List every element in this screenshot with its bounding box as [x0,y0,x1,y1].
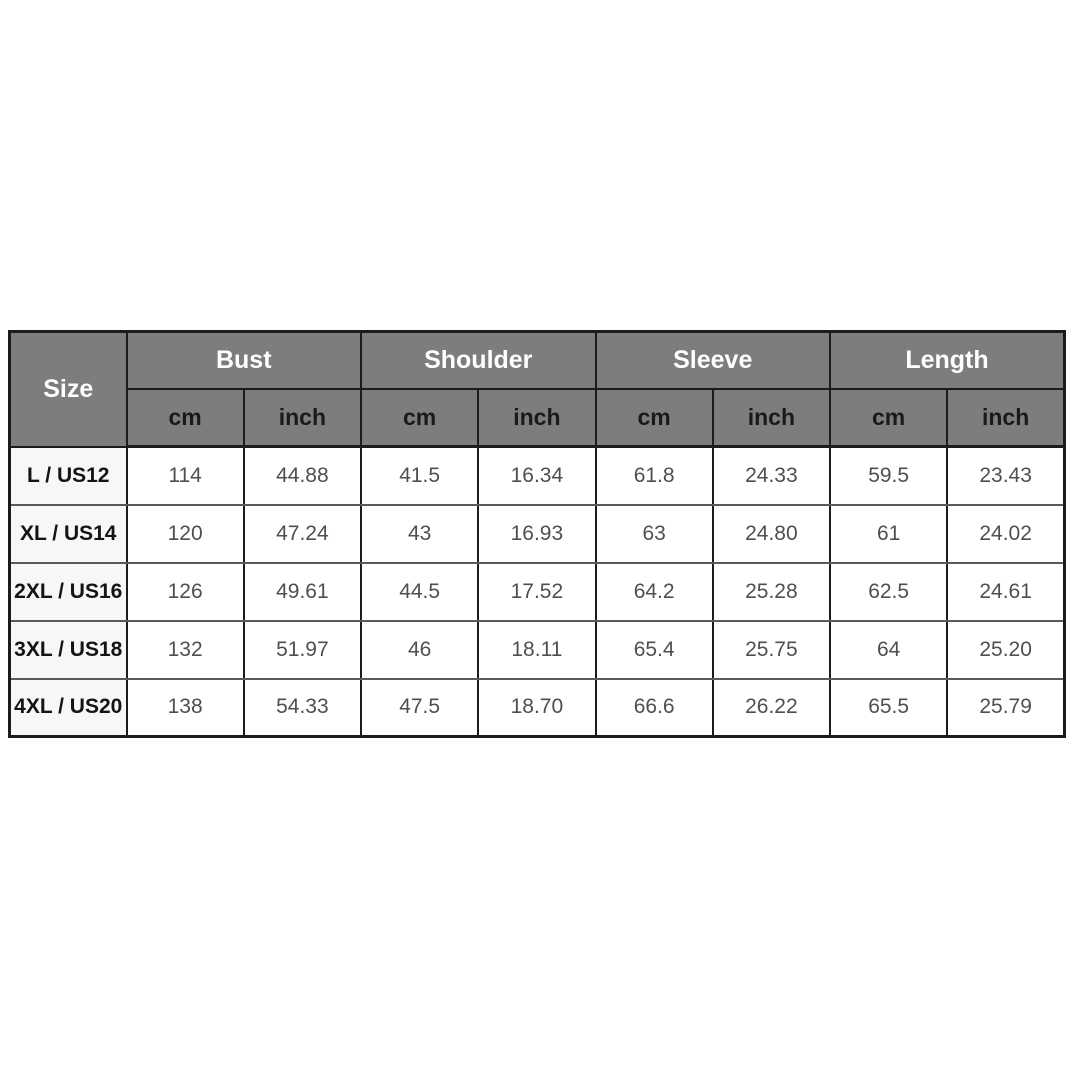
measurement-value: 64.2 [596,563,713,621]
size-chart [8,330,1066,738]
measurement-value: 24.61 [947,563,1064,621]
measurement-value: 132 [127,621,244,679]
measurement-value: 41.5 [361,447,478,505]
unit-header-sleeve-inch: inch [713,389,830,447]
table-row [10,563,1065,621]
unit-header-row [10,389,1065,447]
measurement-value: 49.61 [244,563,361,621]
measurement-value: 26.22 [713,679,830,737]
measurement-value: 17.52 [478,563,595,621]
measurement-value: 46 [361,621,478,679]
measurement-value: 64 [830,621,947,679]
size-label: 3XL / US18 [10,621,127,679]
measurement-value: 18.11 [478,621,595,679]
table-row [10,447,1065,505]
size-label: L / US12 [10,447,127,505]
measurement-value: 47.5 [361,679,478,737]
table-row [10,621,1065,679]
table-head [10,332,1065,447]
group-header-row [10,332,1065,389]
unit-header-bust-inch: inch [244,389,361,447]
measurement-value: 114 [127,447,244,505]
table-body [10,447,1065,737]
size-chart-table [8,330,1066,738]
measurement-value: 47.24 [244,505,361,563]
unit-header-shoulder-inch: inch [478,389,595,447]
measurement-value: 61.8 [596,447,713,505]
size-label: 4XL / US20 [10,679,127,737]
measurement-value: 59.5 [830,447,947,505]
measurement-value: 16.34 [478,447,595,505]
measurement-value: 18.70 [478,679,595,737]
measurement-value: 24.80 [713,505,830,563]
group-header-length: Length [830,332,1065,389]
measurement-value: 23.43 [947,447,1064,505]
group-header-bust: Bust [127,332,362,389]
measurement-value: 43 [361,505,478,563]
measurement-value: 24.02 [947,505,1064,563]
group-header-sleeve: Sleeve [596,332,831,389]
unit-header-shoulder-cm: cm [361,389,478,447]
measurement-value: 25.28 [713,563,830,621]
measurement-value: 16.93 [478,505,595,563]
table-row [10,679,1065,737]
unit-header-length-cm: cm [830,389,947,447]
measurement-value: 126 [127,563,244,621]
measurement-value: 51.97 [244,621,361,679]
size-label: 2XL / US16 [10,563,127,621]
unit-header-length-inch: inch [947,389,1064,447]
measurement-value: 25.79 [947,679,1064,737]
measurement-value: 138 [127,679,244,737]
measurement-value: 24.33 [713,447,830,505]
size-column-header: Size [10,332,127,447]
measurement-value: 61 [830,505,947,563]
measurement-value: 65.4 [596,621,713,679]
group-header-shoulder: Shoulder [361,332,596,389]
measurement-value: 44.5 [361,563,478,621]
measurement-value: 44.88 [244,447,361,505]
measurement-value: 66.6 [596,679,713,737]
measurement-value: 25.75 [713,621,830,679]
size-label: XL / US14 [10,505,127,563]
measurement-value: 63 [596,505,713,563]
unit-header-sleeve-cm: cm [596,389,713,447]
measurement-value: 25.20 [947,621,1064,679]
unit-header-bust-cm: cm [127,389,244,447]
table-row [10,505,1065,563]
measurement-value: 65.5 [830,679,947,737]
measurement-value: 120 [127,505,244,563]
measurement-value: 62.5 [830,563,947,621]
measurement-value: 54.33 [244,679,361,737]
